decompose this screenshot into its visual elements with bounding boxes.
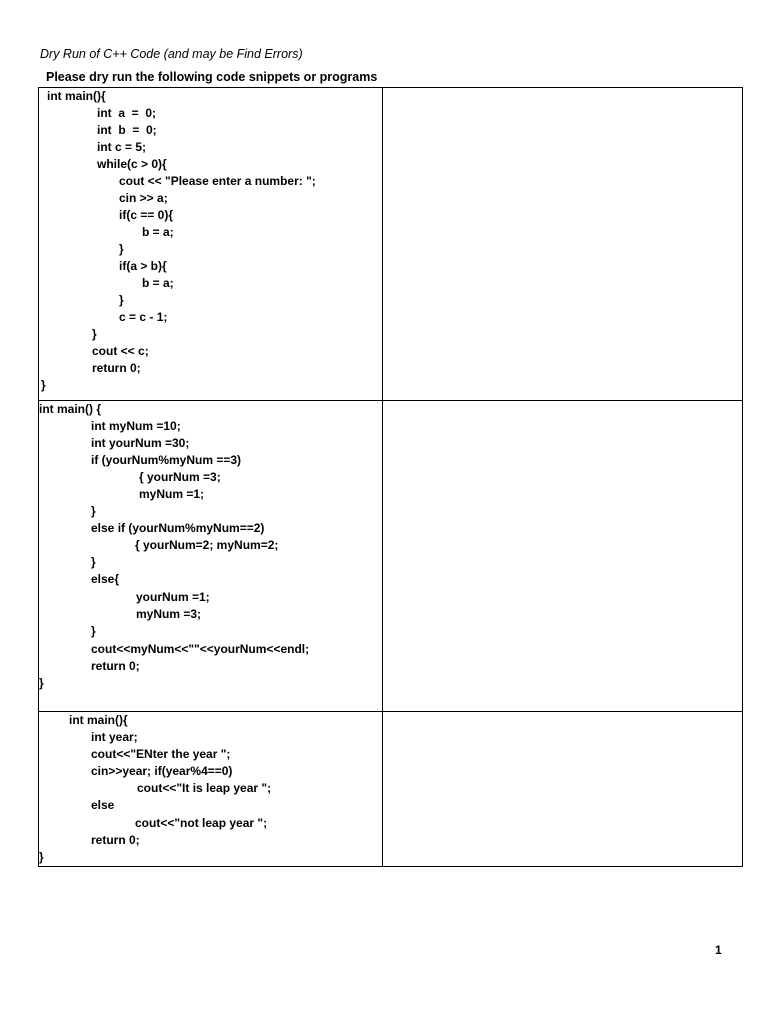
answer-cell[interactable]: [383, 88, 743, 401]
code-cell: [39, 88, 383, 401]
code-line: int year;: [91, 730, 138, 744]
code-line: cout<<"not leap year ";: [135, 816, 268, 830]
document-instruction: Please dry run the following code snippets or programs: [46, 70, 378, 84]
code-line: int main(){: [69, 713, 128, 727]
code-line: int main() {: [39, 402, 101, 416]
answer-cell[interactable]: [383, 401, 743, 712]
code-line: myNum =1;: [139, 487, 205, 501]
code-line: int a = 0;: [97, 106, 157, 120]
code-line: cout<<"ENter the year ";: [91, 747, 231, 761]
code-line: int c = 5;: [97, 140, 147, 154]
table-row: [39, 401, 743, 712]
code-line: }: [92, 327, 97, 341]
code-line: }: [91, 624, 96, 638]
code-line: cout<<myNum<<""<<yourNum<<endl;: [91, 642, 310, 656]
document-title: Dry Run of C++ Code (and may be Find Errors): [40, 47, 303, 61]
code-snippet-3: [39, 712, 382, 866]
code-line: }: [39, 676, 44, 690]
code-cell: [39, 401, 383, 712]
code-line: c = c - 1;: [119, 310, 168, 324]
code-line: while(c > 0){: [97, 157, 167, 171]
table-row: [39, 712, 743, 867]
code-line: if(a > b){: [119, 259, 167, 273]
code-line: }: [39, 850, 44, 864]
page-number: 1: [715, 943, 722, 957]
code-line: myNum =3;: [136, 607, 202, 621]
code-line: int main(){: [47, 89, 106, 103]
code-cell: [39, 712, 383, 867]
code-line: return 0;: [91, 659, 140, 673]
code-line: cin>>year; if(year%4==0): [91, 764, 233, 778]
code-line: }: [91, 504, 96, 518]
code-line: }: [41, 378, 46, 392]
table-row: [39, 88, 743, 401]
code-line: else{: [91, 572, 120, 586]
dry-run-table: [38, 87, 743, 867]
code-snippet-1: [39, 88, 382, 400]
code-line: else if (yourNum%myNum==2): [91, 521, 265, 535]
code-line: cout << "Please enter a number: ";: [119, 174, 316, 188]
code-line: int yourNum =30;: [91, 436, 190, 450]
code-line: if(c == 0){: [119, 208, 174, 222]
code-line: yourNum =1;: [136, 590, 210, 604]
code-snippet-2: [39, 401, 382, 711]
code-line: b = a;: [142, 225, 174, 239]
code-line: if (yourNum%myNum ==3): [91, 453, 242, 467]
code-line: int myNum =10;: [91, 419, 181, 433]
answer-cell[interactable]: [383, 712, 743, 867]
code-line: { yourNum =3;: [139, 470, 221, 484]
code-line: cin >> a;: [119, 191, 168, 205]
code-line: return 0;: [92, 361, 141, 375]
code-line: }: [91, 555, 96, 569]
code-line: { yourNum=2; myNum=2;: [135, 538, 279, 552]
code-line: b = a;: [142, 276, 174, 290]
code-line: return 0;: [91, 833, 140, 847]
code-line: cout << c;: [92, 344, 149, 358]
code-line: cout<<"It is leap year ";: [137, 781, 272, 795]
code-line: }: [119, 293, 124, 307]
code-line: else: [91, 798, 115, 812]
code-line: int b = 0;: [97, 123, 157, 137]
code-line: }: [119, 242, 124, 256]
